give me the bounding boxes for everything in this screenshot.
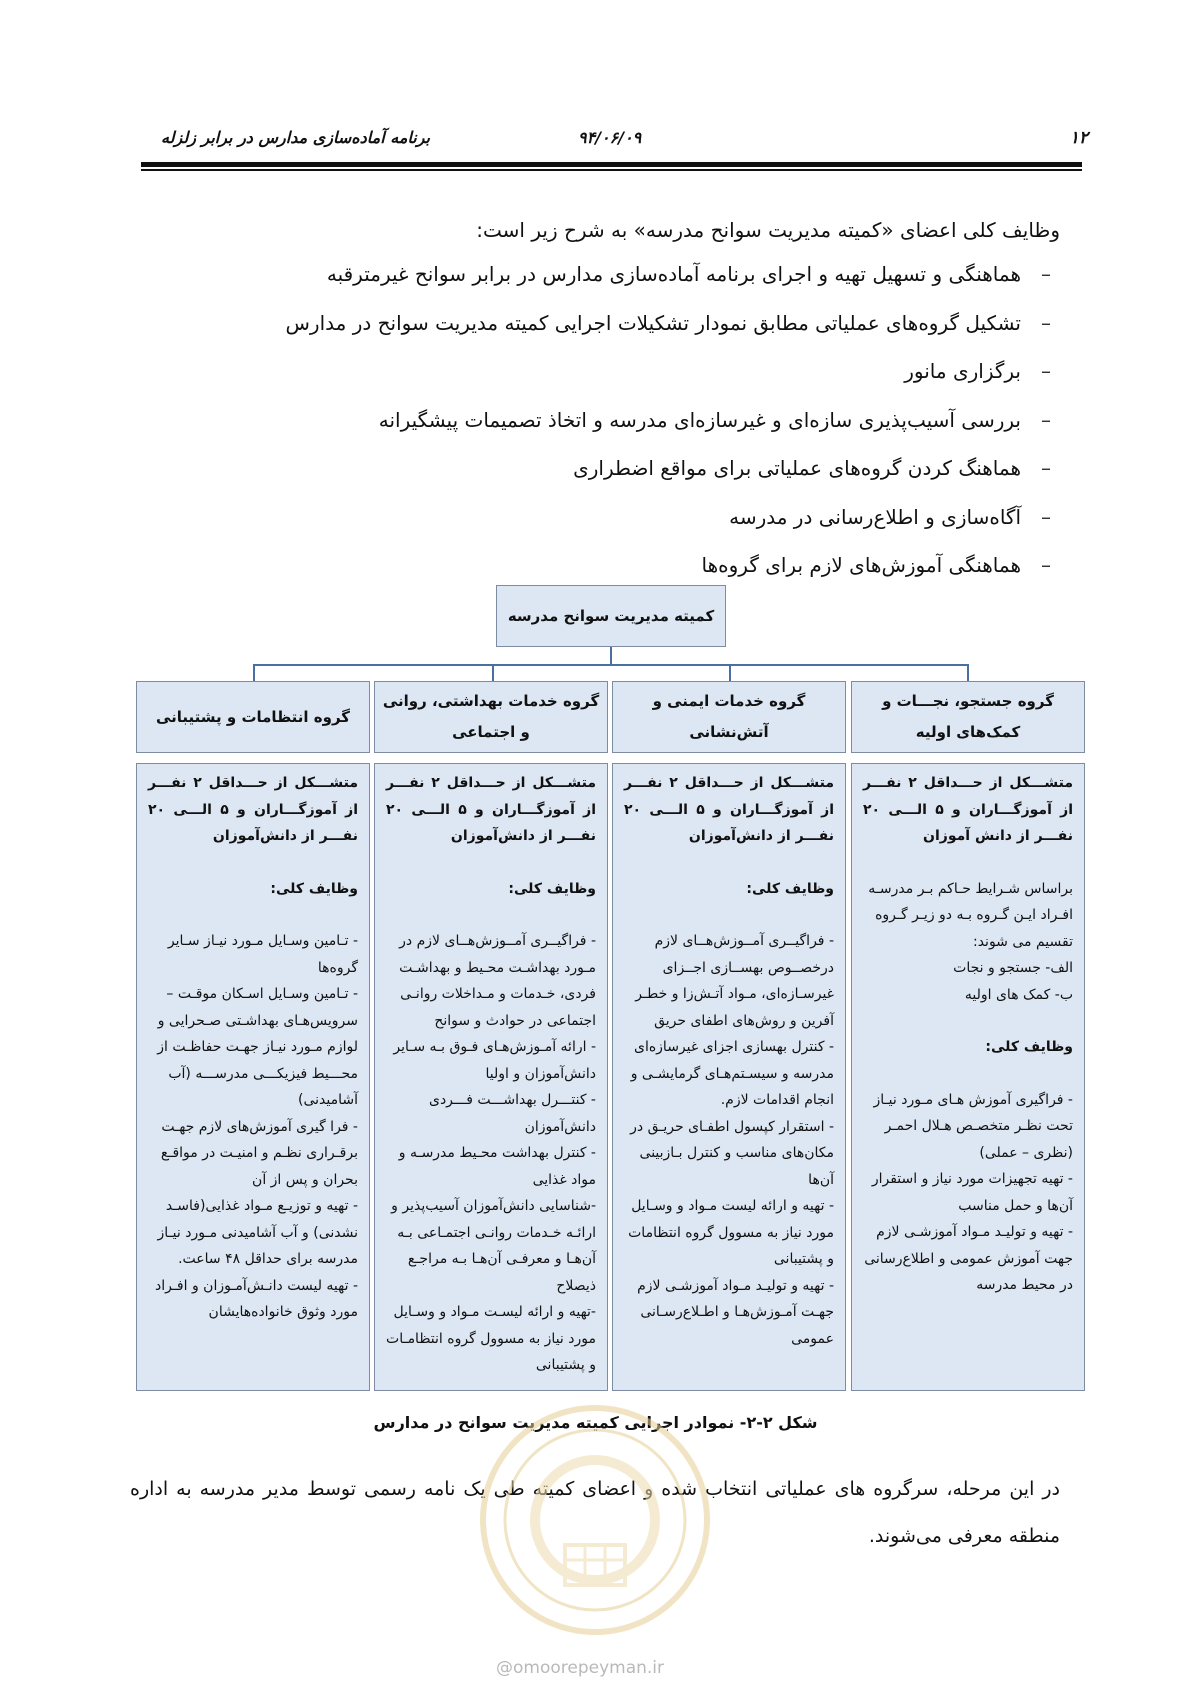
duty-line: انجام اقدامات لازم.: [720, 1092, 834, 1108]
duty-line: مورد نیاز به مسوول گروه انتظامـات: [386, 1330, 596, 1347]
duty-line: - تهیه لیست دانـش‌آمـوزان و افـراد: [154, 1277, 358, 1294]
duties-heading: وظایف کلی:: [508, 880, 596, 897]
group-note-line: تقسیم می شوند:: [972, 933, 1073, 950]
duty-line: جهـت آمـوزش‌هـا و اطـلاع‌رسـانی: [640, 1304, 834, 1320]
duty-line: - کنترل بهداشت محـیط مدرسـه و: [398, 1145, 596, 1161]
duty-line: اجتماعی در حوادث و سوانح: [434, 1012, 596, 1029]
group-detail-search-rescue: [851, 763, 1085, 1391]
group-members-text: متشـــکل از حـــداقل ۲ نفـــر از آموزگـــاران و ۵ الـــی ۲۰ نفـــر از دانش‌آموزان: [624, 775, 834, 844]
spacer: [624, 850, 834, 876]
duty-line: - تـامین وسـایل مـورد نیـاز سـایر: [167, 933, 358, 949]
duty-line: مدرسه و سیسـتم‌هـای گرمایشـی و: [630, 1065, 834, 1082]
list-item: [286, 262, 1064, 311]
duty-line: برقـراری نظـم و امنیـت در مواقـع: [160, 1145, 358, 1161]
list-item: [286, 359, 1064, 408]
list-item: [286, 311, 1064, 360]
duty-line: فردی، خـدمات و مـداخلات روانـی: [400, 986, 596, 1002]
group-header-search-rescue: [851, 681, 1085, 753]
duty-line: در محیط مدرسه: [976, 1277, 1073, 1293]
spacer: [863, 1008, 1073, 1034]
group-members-text: متشـــکل از حـــداقل ۲ نفـــر از آموزگـــاران و ۵ الـــی ۲۰ نفـــر از دانش آموزان: [863, 775, 1073, 844]
group-title: گروه جستجو، نجـــات و کمک‌های اولیه: [882, 692, 1054, 741]
duty-line: - کنترل بهسازی اجزای غیرسازه‌ای: [633, 1039, 834, 1055]
list-item: [286, 408, 1064, 457]
dash-marker: –: [1041, 456, 1051, 480]
dash-marker: –: [1041, 310, 1051, 335]
duty-line: درخصــوص بهســازی اجــزای: [662, 959, 834, 976]
duty-line: - تهیه و توزیـع مـواد غذایی(فاسـد: [165, 1198, 358, 1214]
duty-line: سرویس‌هـای بهداشـتی صـحرایی و: [157, 1012, 358, 1029]
duty-line: - تـامین وسـایل اسـکان موقـت –: [166, 986, 358, 1002]
duties-heading: وظایف کلی:: [270, 880, 358, 897]
dash-marker: –: [1041, 359, 1051, 383]
dash-marker: –: [1041, 262, 1051, 286]
duty-line: - تهیه و تولیـد مـواد آموزشـی لازم: [637, 1277, 834, 1294]
duty-line: عمومی: [791, 1330, 834, 1347]
header-rule-thick: [141, 162, 1082, 167]
group-note-line: ب- کمک های اولیه: [964, 986, 1073, 1003]
chart-root-label: کمیته مدیریت سوانح مدرسه: [507, 607, 715, 625]
dash-marker: –: [1041, 553, 1051, 577]
connector-horizontal: [253, 664, 969, 666]
group-header-safety-fire: [612, 681, 846, 753]
duty-line: دانش‌آموزان: [524, 1118, 596, 1135]
group-note-line: الف- جستجو و نجات: [953, 960, 1073, 976]
duty-line: مواد غذایی: [532, 1171, 596, 1188]
spacer: [624, 902, 834, 928]
duty-line: (نظری – عملی): [979, 1144, 1073, 1161]
group-detail-health: [374, 763, 608, 1391]
duty-line: مکان‌های مناسب و کنترل بـازبینی: [639, 1145, 834, 1161]
duty-line: مـورد بهداشـت محـیط و بهداشـت: [399, 959, 596, 976]
spacer: [863, 1061, 1073, 1087]
spacer: [386, 902, 596, 928]
duty-line: آن‌ها: [808, 1171, 834, 1188]
duty-line: - ارائه آمـوزش‌هـای فـوق بـه سـایر: [393, 1039, 596, 1055]
dash-marker: –: [1041, 407, 1051, 432]
connector-to-group-2: [729, 664, 731, 681]
institution-seal-icon: [470, 1395, 720, 1645]
spacer: [148, 850, 358, 876]
duty-line: - تهیه و تولیـد مـواد آموزشـی لازم: [876, 1224, 1073, 1240]
group-title: گروه خدمات ایمنی و آتش‌نشانی: [652, 692, 806, 741]
duty-line: گروه‌ها: [317, 959, 358, 976]
list-item-text: برگزاری مانور: [904, 359, 1021, 383]
duty-line: - فرا گیری آموزش‌های لازم جهـت: [161, 1118, 358, 1135]
list-item-text: هماهنگ کردن گروه‌های عملیاتی برای مواقع اضطراری: [573, 456, 1021, 480]
duty-line: آن‌هـا و معرفـی آن‌هـا بـه مراجـع: [407, 1251, 596, 1267]
running-header-title: برنامه آماده‌سازی مدارس در برابر زلزله: [161, 128, 430, 147]
duties-heading: وظایف کلی:: [985, 1039, 1073, 1055]
duty-line: - فراگیــری آمــوزش‌هــای لازم در: [399, 933, 596, 949]
duty-line: دانش‌آموزان و اولیا: [485, 1065, 596, 1082]
duty-line: جهت آموزش عمومی و اطلاع‌رسانی: [864, 1250, 1073, 1267]
list-item: [286, 505, 1064, 554]
duty-line: آشامیدنی): [298, 1092, 358, 1108]
group-header-logistics: [136, 681, 370, 753]
list-item-text: آگاه‌سازی و اطلاع‌رسانی در مدرسه: [729, 504, 1021, 529]
group-header-health: [374, 681, 608, 753]
duty-line: آن‌ها و حمل مناسب: [958, 1197, 1073, 1214]
intro-text: وظایف کلی اعضای «کمیته مدیریت سوانح مدرسه» به شرح زیر است:: [476, 218, 1060, 242]
running-header-date: ۹۴/۰۶/۰۹: [578, 128, 642, 147]
duty-line: مورد وثوق خانواده‌هایشان: [208, 1304, 358, 1320]
group-detail-logistics: [136, 763, 370, 1391]
figure-caption: شکل ۲-۲- نموادر اجرایی کمیته مدیریت سوانح در مدارس: [373, 1413, 818, 1432]
duty-line: - فراگیــری آمــوزش‌هــای لازم: [654, 933, 834, 949]
group-detail-safety-fire: [612, 763, 846, 1391]
connector-to-group-1: [967, 664, 969, 681]
duty-line: غیرسـازه‌ای، مـواد آتـش‌زا و خطـر: [635, 986, 834, 1002]
duty-line: بحران و پس از آن: [252, 1171, 358, 1188]
duty-line: ارائـه خـدمات روانـی اجتمـاعی بـه: [397, 1224, 596, 1241]
duty-line: نشدنی) و آب آشامیدنی مـورد نیـاز: [157, 1224, 358, 1241]
list-item-text: تشکیل گروه‌های عملیاتی مطابق نمودار تشکیلات اجرایی کمیته مدیریت سوانح در مدارس: [285, 310, 1021, 335]
group-members-text: متشـــکل از حـــداقل ۲ نفـــر از آموزگـــاران و ۵ الـــی ۲۰ نفـــر از دانش‌آموزان: [386, 775, 596, 844]
spacer: [386, 850, 596, 876]
duty-line: - تهیه و ارائه لیست مـواد و وسـایل: [631, 1198, 834, 1214]
spacer: [863, 850, 1073, 876]
duty-line: ذیصلاح: [556, 1277, 596, 1294]
list-item-text: هماهنگی و تسهیل تهیه و اجرای برنامه آماده‌سازی مدارس در برابر سوانح غیرمترقبه: [326, 262, 1021, 286]
duty-line: -شناسایی دانش‌آموزان آسیب‌پذیر و: [391, 1198, 596, 1214]
connector-root-down: [610, 647, 612, 665]
watermark-text: @omoorepeyman.ir: [496, 1658, 665, 1678]
duty-line: و پشتیبانی: [535, 1357, 596, 1373]
duty-line: لوازم مـورد نیـاز جهـت حفاظـت از: [157, 1039, 358, 1055]
group-title: گروه خدمات بهداشتی، روانی و اجتماعی: [382, 692, 600, 741]
dash-marker: –: [1041, 504, 1051, 529]
duty-line: و پشتیبانی: [773, 1251, 834, 1267]
body-paragraph: در این مرحله، سرگروه های عملیاتی انتخاب شده و اعضای کمیته طی یک نامه رسمی توسط مدیر مدرسه به اداره منطقه معرفی می‌شوند.: [130, 1478, 1060, 1547]
group-members-text: متشـــکل از حـــداقل ۲ نفـــر از آموزگـــاران و ۵ الـــی ۲۰ نفـــر از دانش‌آموزان: [148, 775, 358, 844]
list-item-text: بررسی آسیب‌پذیری سازه‌ای و غیرسازه‌ای مدرسه و اتخاذ تصمیمات پیشگیرانه: [378, 407, 1021, 432]
duties-heading: وظایف کلی:: [746, 880, 834, 897]
list-item-text: هماهنگی آموزش‌های لازم برای گروه‌ها: [701, 553, 1021, 577]
header-rule-thin: [141, 169, 1082, 171]
group-note-line: براساس شـرایط حـاکم بـر مدرسـه: [868, 880, 1073, 897]
group-note-line: افـراد ایـن گـروه بـه دو زیـر گـروه: [875, 907, 1073, 923]
duty-line: آفرین و روش‌های اطفای حریق: [654, 1012, 834, 1029]
chart-root-box: [496, 585, 726, 647]
duty-line: - فراگیری آموزش هـای مـورد نیـاز: [873, 1091, 1073, 1108]
duty-line: تحت نظـر متخصـص هـلال احمـر: [884, 1118, 1073, 1134]
duty-line: - استقرار کپسول اطفـای حریـق در: [630, 1118, 834, 1135]
list-item: [286, 456, 1064, 505]
connector-to-group-4: [253, 664, 255, 681]
connector-to-group-3: [492, 664, 494, 681]
spacer: [148, 902, 358, 928]
group-title: گروه انتظامات و پشتیبانی: [155, 707, 351, 726]
duty-line: - کنتـــرل بهداشـــت فـــردی: [428, 1092, 596, 1108]
duty-line: مدرسه برای حداقل ۴۸ ساعت.: [178, 1251, 358, 1267]
page-number: ۱۲: [1069, 128, 1088, 148]
duty-line: - تهیه تجهیزات مورد نیاز و استقرار: [871, 1171, 1073, 1187]
duty-line: محـــیط فیزیکـــی مدرســـه (آب: [168, 1065, 358, 1082]
duties-list: [286, 262, 1064, 602]
duty-line: مورد نیاز به مسوول گروه انتظامات: [628, 1224, 834, 1241]
duty-line: -تهیه و ارائه لیسـت مـواد و وسـایل: [393, 1304, 596, 1320]
